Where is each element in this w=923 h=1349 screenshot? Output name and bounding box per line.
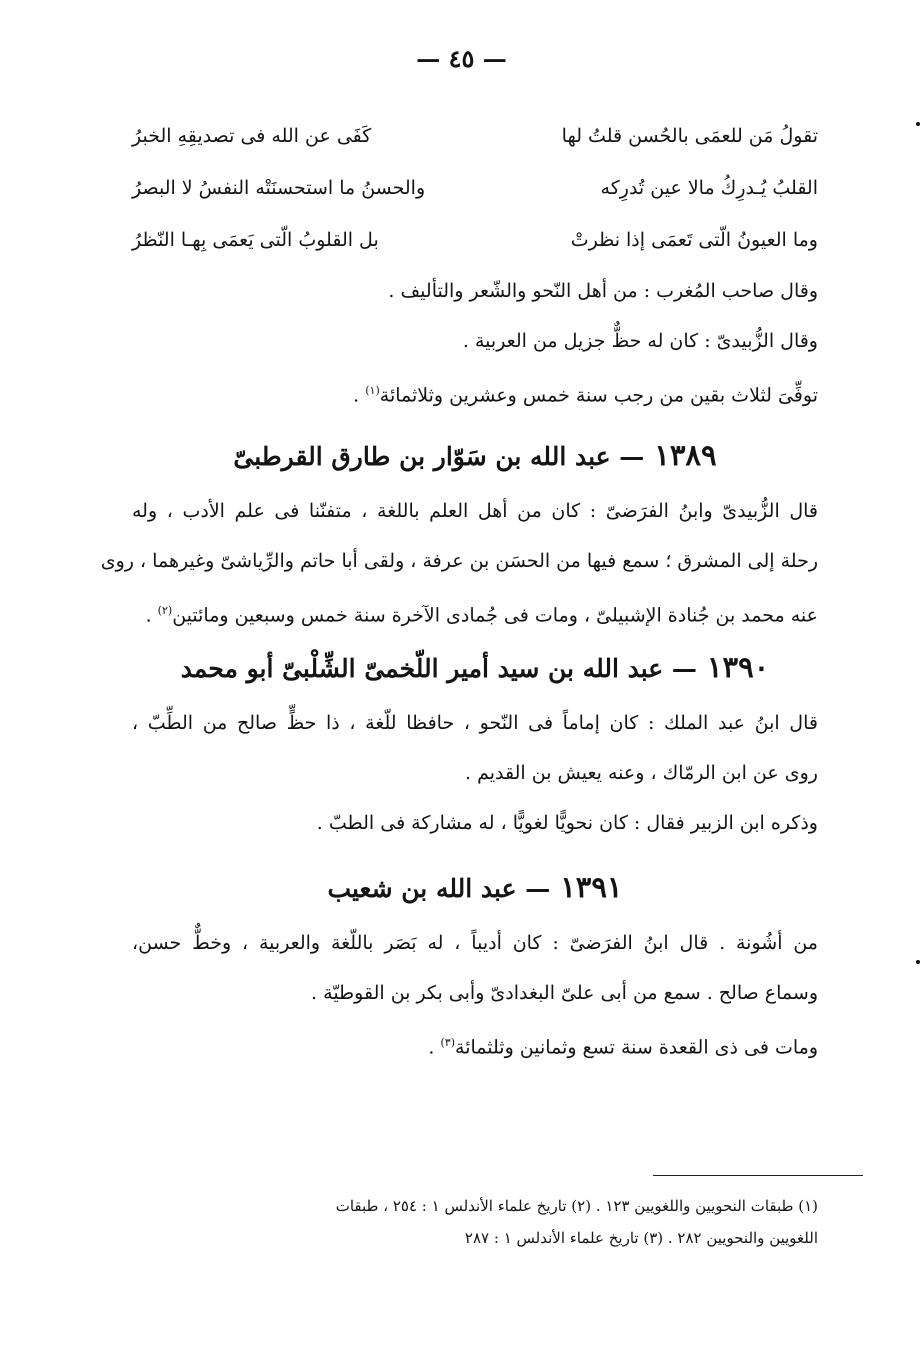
verse-first-hemistich: القلبُ يُـدرِكُ مالا عين تُدرِكه bbox=[600, 177, 818, 199]
verse-second-hemistich: والحسنُ ما استحسنَتْه النفسُ لا البصرُ bbox=[132, 177, 426, 199]
footnote-marker: (٢) bbox=[157, 604, 173, 617]
paragraph-line: وذكره ابن الزبير فقال : كان نحويًّا لغويًّا ، له مشاركة فى الطبّ . bbox=[316, 812, 818, 834]
footnote-line: (١) طبقات النحويين واللغويين ١٢٣ . (٢) تاريخ علماء الأندلس ١ : ٢٥٤ ، طبقات bbox=[335, 1197, 818, 1215]
paragraph-line: من أشُونة . قال ابنُ الفرَضىّ : كان أديباً ، له بَصَر باللّغة والعربية ، وخطٌّ حسن، bbox=[132, 932, 818, 954]
paragraph-line: روى عن ابن الرمّاك ، وعنه يعيش بن القديم . bbox=[465, 762, 818, 784]
footnote-marker: (٣) bbox=[440, 1036, 456, 1049]
page-number: — ٤٥ — bbox=[416, 44, 507, 73]
paragraph-line: وقال صاحب المُغرب : من أهل النّحو والشّعر والتأليف . bbox=[388, 280, 818, 302]
period: . bbox=[428, 1036, 435, 1059]
verse-line bbox=[132, 162, 818, 214]
entry-number: ١٣٨٩ bbox=[654, 438, 717, 472]
entry-title: — عبد الله بن سَوّار بن طارق القرطبىّ bbox=[233, 442, 645, 471]
entry-heading-1390 bbox=[132, 636, 818, 698]
verse-second-hemistich: كَفَى عن الله فى تصديقِهِ الخبرُ bbox=[132, 125, 372, 147]
scan-speck bbox=[916, 960, 920, 964]
paragraph-line: قال الزُّبيدىّ وابنُ الفرَضىّ : كان من أهل العلم باللغة ، متفنّنا فى علم الأدب ، وله bbox=[132, 500, 818, 522]
verse-line bbox=[132, 110, 818, 162]
paragraph-line: رحلة إلى المشرق ؛ سمع فيها من الحسَن بن عرفة ، ولقى أبا حاتم والرِّياشىّ وغيرهما ، روى bbox=[100, 550, 818, 572]
scan-speck bbox=[916, 122, 920, 126]
footnote-divider bbox=[653, 1175, 863, 1176]
entry-heading-1389 bbox=[132, 424, 818, 486]
paragraph-line: وسماع صالح . سمع من أبى علىّ البغدادىّ وأبى بكر بن القوطيّة . bbox=[311, 982, 818, 1004]
paragraph-line: وقال الزُّبيدىّ : كان له حظٌّ جزيل من العربية . bbox=[462, 330, 818, 352]
entry-title: — عبد الله بن شعيب bbox=[327, 874, 551, 903]
verse-line bbox=[132, 214, 818, 266]
paragraph-line bbox=[132, 1018, 818, 1068]
verse-first-hemistich: تقولُ مَن للعمَى بالحُسن قلتُ لها bbox=[561, 125, 818, 147]
paragraph-line bbox=[132, 586, 818, 636]
main-text bbox=[100, 110, 818, 1068]
paragraph-text: عنه محمد بن جُنادة الإشبيلىّ ، ومات فى جُمادى الآخرة سنة خمس وسبعين ومائتين bbox=[172, 604, 818, 627]
period: . bbox=[353, 384, 360, 407]
entry-number: ١٣٩٠ bbox=[706, 650, 770, 684]
paragraph-text: توفِّىَ لثلاث بقين من رجب سنة خمس وعشرين وثلاثمائة bbox=[379, 384, 818, 407]
entry-number: ١٣٩١ bbox=[560, 870, 623, 904]
entry-title: — عبد الله بن سيد أمير اللّخمىّ الشِّلْبىّ أبو محمد bbox=[180, 654, 697, 683]
footnote-marker: (١) bbox=[365, 384, 380, 397]
paragraph-text: ومات فى ذى القعدة سنة تسع وثمانين وثلثمائة bbox=[455, 1036, 818, 1059]
verse-second-hemistich: بل القلوبُ الّتى يَعمَى بِهـا النّظرُ bbox=[132, 229, 379, 251]
period: . bbox=[145, 604, 152, 627]
paragraph-line bbox=[132, 366, 818, 416]
verse-first-hemistich: وما العيونُ الّتى تَعمَى إذا نظرتْ bbox=[570, 229, 818, 251]
footnotes bbox=[132, 1190, 818, 1254]
paragraph-line: قال ابنُ عبد الملك : كان إماماً فى النّحو ، حافظا للّغة ، ذا حظٍّ صالح من الطِّبّ ، bbox=[132, 712, 818, 734]
entry-heading-1391 bbox=[132, 856, 818, 918]
footnote-line: اللغويين والنحويين ٢٨٢ . (٣) تاريخ علماء الأندلس ١ : ٢٨٧ bbox=[464, 1229, 818, 1247]
